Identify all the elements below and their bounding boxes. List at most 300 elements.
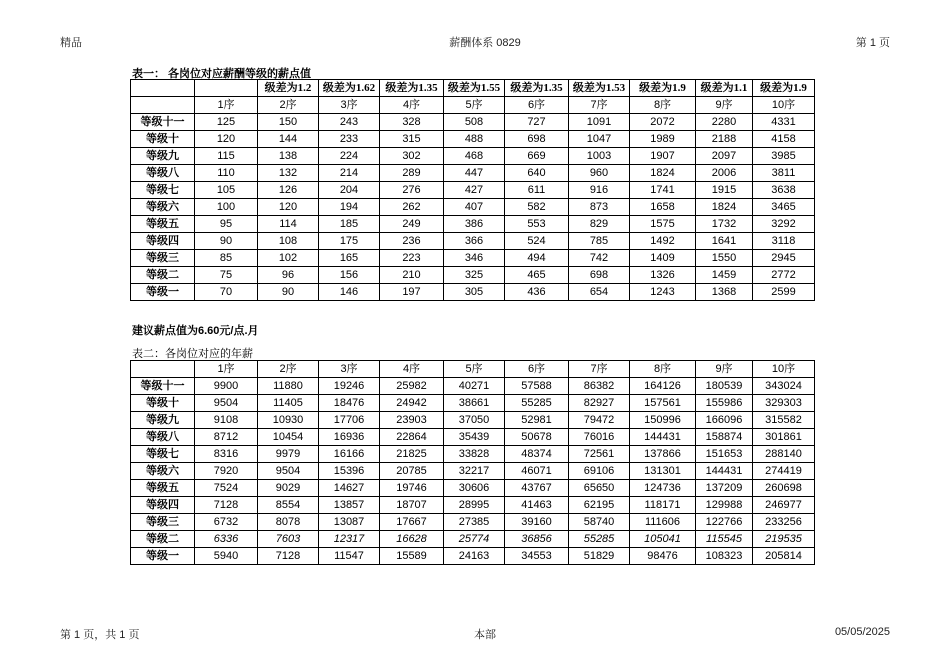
- value-cell: 129988: [696, 497, 753, 514]
- value-cell: 166096: [696, 412, 753, 429]
- value-cell: 8078: [258, 514, 319, 531]
- value-cell: 46071: [505, 463, 569, 480]
- grade-label: 等级九: [131, 412, 195, 429]
- value-cell: 175: [319, 233, 380, 250]
- value-cell: 194: [319, 199, 380, 216]
- grade-label: 等级十: [131, 131, 195, 148]
- value-cell: 75: [195, 267, 258, 284]
- value-cell: 118171: [630, 497, 696, 514]
- value-cell: 76016: [569, 429, 630, 446]
- value-cell: 315582: [753, 412, 815, 429]
- value-cell: 25774: [444, 531, 505, 548]
- value-cell: 204: [319, 182, 380, 199]
- value-cell: 110: [195, 165, 258, 182]
- value-cell: 165: [319, 250, 380, 267]
- value-cell: 24942: [380, 395, 444, 412]
- value-cell: 2006: [696, 165, 753, 182]
- value-cell: 132: [258, 165, 319, 182]
- value-cell: 9108: [195, 412, 258, 429]
- value-cell: 12317: [319, 531, 380, 548]
- value-cell: 214: [319, 165, 380, 182]
- table-row: [131, 531, 815, 548]
- value-cell: 16936: [319, 429, 380, 446]
- value-cell: 260698: [753, 480, 815, 497]
- sequence-header-cell: 6序: [505, 97, 569, 114]
- corner-cell: [131, 361, 195, 378]
- value-cell: 146: [319, 284, 380, 301]
- table-row: [131, 199, 815, 216]
- footer-center: 本部: [474, 629, 496, 641]
- value-cell: 7128: [258, 548, 319, 565]
- value-cell: 960: [569, 165, 630, 182]
- value-cell: 236: [380, 233, 444, 250]
- value-cell: 2097: [696, 148, 753, 165]
- value-cell: 7603: [258, 531, 319, 548]
- value-cell: 1243: [630, 284, 696, 301]
- sequence-header-cell: 10序: [753, 97, 815, 114]
- value-cell: 8554: [258, 497, 319, 514]
- sequence-header-cell: 10序: [753, 361, 815, 378]
- value-cell: 164126: [630, 378, 696, 395]
- sequence-header-cell: 1序: [195, 97, 258, 114]
- page-footer: [60, 624, 890, 641]
- value-cell: 9979: [258, 446, 319, 463]
- value-cell: 6732: [195, 514, 258, 531]
- gap-header-cell: 级差为1.55: [444, 80, 505, 97]
- sequence-header-cell: 8序: [630, 361, 696, 378]
- value-cell: 427: [444, 182, 505, 199]
- value-cell: 19746: [380, 480, 444, 497]
- value-cell: 155986: [696, 395, 753, 412]
- value-cell: 126: [258, 182, 319, 199]
- value-cell: 24163: [444, 548, 505, 565]
- sequence-header-cell: 5序: [444, 361, 505, 378]
- value-cell: 1003: [569, 148, 630, 165]
- value-cell: 205814: [753, 548, 815, 565]
- sequence-header-cell: 2序: [258, 361, 319, 378]
- value-cell: 302: [380, 148, 444, 165]
- value-cell: 2772: [753, 267, 815, 284]
- table-row: [131, 412, 815, 429]
- value-cell: 698: [505, 131, 569, 148]
- value-cell: 11547: [319, 548, 380, 565]
- table-row: [131, 446, 815, 463]
- value-cell: 276: [380, 182, 444, 199]
- value-cell: 72561: [569, 446, 630, 463]
- footer-left: 第 1 页，共 1 页: [60, 629, 140, 641]
- value-cell: 3985: [753, 148, 815, 165]
- value-cell: 366: [444, 233, 505, 250]
- value-cell: 873: [569, 199, 630, 216]
- value-cell: 325: [444, 267, 505, 284]
- value-cell: 243: [319, 114, 380, 131]
- value-cell: 9900: [195, 378, 258, 395]
- value-cell: 494: [505, 250, 569, 267]
- value-cell: 1741: [630, 182, 696, 199]
- table-row: [131, 114, 815, 131]
- value-cell: 65650: [569, 480, 630, 497]
- value-cell: 1091: [569, 114, 630, 131]
- value-cell: 6336: [195, 531, 258, 548]
- value-cell: 224: [319, 148, 380, 165]
- value-cell: 1824: [696, 199, 753, 216]
- value-cell: 156: [319, 267, 380, 284]
- table-row: [131, 548, 815, 565]
- value-cell: 100: [195, 199, 258, 216]
- value-cell: 48374: [505, 446, 569, 463]
- value-cell: 28995: [444, 497, 505, 514]
- value-cell: 1492: [630, 233, 696, 250]
- value-cell: 25982: [380, 378, 444, 395]
- sequence-header-cell: 2序: [258, 97, 319, 114]
- value-cell: 9504: [195, 395, 258, 412]
- value-cell: 4331: [753, 114, 815, 131]
- value-cell: 508: [444, 114, 505, 131]
- sequence-header-cell: 9序: [696, 361, 753, 378]
- grade-label: 等级二: [131, 267, 195, 284]
- value-cell: 15589: [380, 548, 444, 565]
- value-cell: 2188: [696, 131, 753, 148]
- table-row: [131, 395, 815, 412]
- grade-label: 等级四: [131, 497, 195, 514]
- table-row: [131, 463, 815, 480]
- value-cell: 1915: [696, 182, 753, 199]
- value-cell: 90: [258, 284, 319, 301]
- value-cell: 37050: [444, 412, 505, 429]
- value-cell: 233: [319, 131, 380, 148]
- value-cell: 43767: [505, 480, 569, 497]
- suggested-point-value-note: 建议薪点值为6.60元/点.月: [132, 325, 259, 337]
- value-cell: 96: [258, 267, 319, 284]
- table-row: [131, 165, 815, 182]
- value-cell: 115: [195, 148, 258, 165]
- value-cell: 1550: [696, 250, 753, 267]
- value-cell: 35439: [444, 429, 505, 446]
- grade-label: 等级五: [131, 216, 195, 233]
- table2-title: 表二：各岗位对应的年薪: [132, 348, 253, 360]
- value-cell: 8712: [195, 429, 258, 446]
- value-cell: 10930: [258, 412, 319, 429]
- header-center: 薪酬体系 0829: [449, 37, 521, 49]
- page-header: [60, 38, 890, 48]
- value-cell: 15396: [319, 463, 380, 480]
- value-cell: 288140: [753, 446, 815, 463]
- value-cell: 1907: [630, 148, 696, 165]
- value-cell: 785: [569, 233, 630, 250]
- value-cell: 742: [569, 250, 630, 267]
- value-cell: 17706: [319, 412, 380, 429]
- value-cell: 27385: [444, 514, 505, 531]
- value-cell: 21825: [380, 446, 444, 463]
- value-cell: 289: [380, 165, 444, 182]
- grade-label: 等级七: [131, 182, 195, 199]
- grade-label: 等级十: [131, 395, 195, 412]
- table-row: [131, 250, 815, 267]
- value-cell: 223: [380, 250, 444, 267]
- value-cell: 125: [195, 114, 258, 131]
- value-cell: 7920: [195, 463, 258, 480]
- value-cell: 219535: [753, 531, 815, 548]
- value-cell: 22864: [380, 429, 444, 446]
- sequence-header-cell: 7序: [569, 361, 630, 378]
- value-cell: 124736: [630, 480, 696, 497]
- value-cell: 38661: [444, 395, 505, 412]
- value-cell: 114: [258, 216, 319, 233]
- table-row: [131, 148, 815, 165]
- gap-header-cell: 级差为1.53: [569, 80, 630, 97]
- value-cell: 262: [380, 199, 444, 216]
- value-cell: 86382: [569, 378, 630, 395]
- value-cell: 3465: [753, 199, 815, 216]
- table-row: [131, 182, 815, 199]
- value-cell: 1641: [696, 233, 753, 250]
- gap-header-row: [131, 80, 815, 97]
- value-cell: 654: [569, 284, 630, 301]
- value-cell: 11880: [258, 378, 319, 395]
- sequence-header-cell: 3序: [319, 97, 380, 114]
- grade-label: 等级三: [131, 250, 195, 267]
- grade-label: 等级五: [131, 480, 195, 497]
- value-cell: 727: [505, 114, 569, 131]
- header-right: 第 1 页: [855, 37, 890, 49]
- value-cell: 4158: [753, 131, 815, 148]
- sequence-header-cell: 4序: [380, 97, 444, 114]
- salary-point-table: [130, 79, 815, 301]
- corner-cell: [131, 97, 195, 114]
- value-cell: 58740: [569, 514, 630, 531]
- value-cell: 9029: [258, 480, 319, 497]
- table-row: [131, 284, 815, 301]
- sequence-header-cell: 1序: [195, 361, 258, 378]
- sequence-header-cell: 5序: [444, 97, 505, 114]
- table-row: [131, 429, 815, 446]
- value-cell: 13857: [319, 497, 380, 514]
- value-cell: 144: [258, 131, 319, 148]
- gap-header-cell: 级差为1.1: [696, 80, 753, 97]
- value-cell: 407: [444, 199, 505, 216]
- value-cell: 1575: [630, 216, 696, 233]
- value-cell: 70: [195, 284, 258, 301]
- value-cell: 1732: [696, 216, 753, 233]
- value-cell: 85: [195, 250, 258, 267]
- value-cell: 488: [444, 131, 505, 148]
- value-cell: 468: [444, 148, 505, 165]
- value-cell: 150996: [630, 412, 696, 429]
- sequence-header-cell: 6序: [505, 361, 569, 378]
- value-cell: 1326: [630, 267, 696, 284]
- value-cell: 33828: [444, 446, 505, 463]
- value-cell: 1459: [696, 267, 753, 284]
- value-cell: 185: [319, 216, 380, 233]
- value-cell: 669: [505, 148, 569, 165]
- value-cell: 329303: [753, 395, 815, 412]
- value-cell: 1989: [630, 131, 696, 148]
- value-cell: 343024: [753, 378, 815, 395]
- value-cell: 1047: [569, 131, 630, 148]
- value-cell: 640: [505, 165, 569, 182]
- value-cell: 10454: [258, 429, 319, 446]
- value-cell: 698: [569, 267, 630, 284]
- value-cell: 138: [258, 148, 319, 165]
- value-cell: 23903: [380, 412, 444, 429]
- value-cell: 7524: [195, 480, 258, 497]
- value-cell: 82927: [569, 395, 630, 412]
- value-cell: 301861: [753, 429, 815, 446]
- value-cell: 57588: [505, 378, 569, 395]
- value-cell: 79472: [569, 412, 630, 429]
- grade-label: 等级六: [131, 199, 195, 216]
- value-cell: 105041: [630, 531, 696, 548]
- gap-header-cell: 级差为1.62: [319, 80, 380, 97]
- annual-salary-table: [130, 360, 815, 565]
- value-cell: 62195: [569, 497, 630, 514]
- gap-header-cell: 级差为1.35: [505, 80, 569, 97]
- grade-label: 等级三: [131, 514, 195, 531]
- table-row: [131, 131, 815, 148]
- grade-label: 等级二: [131, 531, 195, 548]
- value-cell: 180539: [696, 378, 753, 395]
- value-cell: 553: [505, 216, 569, 233]
- grade-label: 等级七: [131, 446, 195, 463]
- value-cell: 150: [258, 114, 319, 131]
- value-cell: 90: [195, 233, 258, 250]
- value-cell: 916: [569, 182, 630, 199]
- value-cell: 3118: [753, 233, 815, 250]
- value-cell: 55285: [505, 395, 569, 412]
- value-cell: 1824: [630, 165, 696, 182]
- value-cell: 1409: [630, 250, 696, 267]
- value-cell: 315: [380, 131, 444, 148]
- value-cell: 18707: [380, 497, 444, 514]
- value-cell: 120: [258, 199, 319, 216]
- value-cell: 34553: [505, 548, 569, 565]
- value-cell: 137866: [630, 446, 696, 463]
- value-cell: 55285: [569, 531, 630, 548]
- value-cell: 111606: [630, 514, 696, 531]
- value-cell: 2280: [696, 114, 753, 131]
- value-cell: 274419: [753, 463, 815, 480]
- value-cell: 328: [380, 114, 444, 131]
- value-cell: 2072: [630, 114, 696, 131]
- table-row: [131, 480, 815, 497]
- value-cell: 7128: [195, 497, 258, 514]
- grade-label: 等级八: [131, 165, 195, 182]
- value-cell: 39160: [505, 514, 569, 531]
- gap-header-cell: 级差为1.9: [753, 80, 815, 97]
- value-cell: 36856: [505, 531, 569, 548]
- footer-right: 05/05/2025: [834, 626, 890, 638]
- table-row: [131, 497, 815, 514]
- value-cell: 233256: [753, 514, 815, 531]
- value-cell: 16628: [380, 531, 444, 548]
- value-cell: 1368: [696, 284, 753, 301]
- value-cell: 11405: [258, 395, 319, 412]
- value-cell: 249: [380, 216, 444, 233]
- value-cell: 14627: [319, 480, 380, 497]
- sequence-header-row: [131, 361, 815, 378]
- value-cell: 144431: [630, 429, 696, 446]
- value-cell: 115545: [696, 531, 753, 548]
- value-cell: 40271: [444, 378, 505, 395]
- value-cell: 30606: [444, 480, 505, 497]
- grade-label: 等级四: [131, 233, 195, 250]
- value-cell: 20785: [380, 463, 444, 480]
- value-cell: 9504: [258, 463, 319, 480]
- value-cell: 105: [195, 182, 258, 199]
- value-cell: 144431: [696, 463, 753, 480]
- value-cell: 157561: [630, 395, 696, 412]
- value-cell: 524: [505, 233, 569, 250]
- value-cell: 95: [195, 216, 258, 233]
- value-cell: 51829: [569, 548, 630, 565]
- value-cell: 158874: [696, 429, 753, 446]
- value-cell: 2945: [753, 250, 815, 267]
- value-cell: 210: [380, 267, 444, 284]
- table-row: [131, 233, 815, 250]
- value-cell: 3811: [753, 165, 815, 182]
- grade-label: 等级一: [131, 548, 195, 565]
- value-cell: 16166: [319, 446, 380, 463]
- value-cell: 120: [195, 131, 258, 148]
- sequence-header-cell: 7序: [569, 97, 630, 114]
- grade-label: 等级一: [131, 284, 195, 301]
- sequence-header-cell: 4序: [380, 361, 444, 378]
- value-cell: 197: [380, 284, 444, 301]
- sequence-header-row: [131, 97, 815, 114]
- value-cell: 137209: [696, 480, 753, 497]
- value-cell: 98476: [630, 548, 696, 565]
- value-cell: 41463: [505, 497, 569, 514]
- value-cell: 2599: [753, 284, 815, 301]
- grade-label: 等级十一: [131, 378, 195, 395]
- value-cell: 465: [505, 267, 569, 284]
- value-cell: 18476: [319, 395, 380, 412]
- gap-header-cell: [195, 80, 258, 97]
- value-cell: 13087: [319, 514, 380, 531]
- value-cell: 436: [505, 284, 569, 301]
- table1-title: 表一： 各岗位对应薪酬等级的薪点值: [132, 68, 312, 80]
- value-cell: 122766: [696, 514, 753, 531]
- value-cell: 829: [569, 216, 630, 233]
- value-cell: 52981: [505, 412, 569, 429]
- value-cell: 131301: [630, 463, 696, 480]
- value-cell: 108323: [696, 548, 753, 565]
- header-left: 精品: [60, 37, 82, 49]
- sequence-header-cell: 9序: [696, 97, 753, 114]
- value-cell: 447: [444, 165, 505, 182]
- value-cell: 611: [505, 182, 569, 199]
- sequence-header-cell: 8序: [630, 97, 696, 114]
- grade-label: 等级八: [131, 429, 195, 446]
- value-cell: 3292: [753, 216, 815, 233]
- value-cell: 305: [444, 284, 505, 301]
- value-cell: 151653: [696, 446, 753, 463]
- table-row: [131, 216, 815, 233]
- table-row: [131, 378, 815, 395]
- corner-cell: [131, 80, 195, 97]
- value-cell: 386: [444, 216, 505, 233]
- grade-label: 等级九: [131, 148, 195, 165]
- value-cell: 19246: [319, 378, 380, 395]
- value-cell: 50678: [505, 429, 569, 446]
- gap-header-cell: 级差为1.9: [630, 80, 696, 97]
- value-cell: 5940: [195, 548, 258, 565]
- value-cell: 32217: [444, 463, 505, 480]
- gap-header-cell: 级差为1.2: [258, 80, 319, 97]
- value-cell: 3638: [753, 182, 815, 199]
- value-cell: 582: [505, 199, 569, 216]
- value-cell: 17667: [380, 514, 444, 531]
